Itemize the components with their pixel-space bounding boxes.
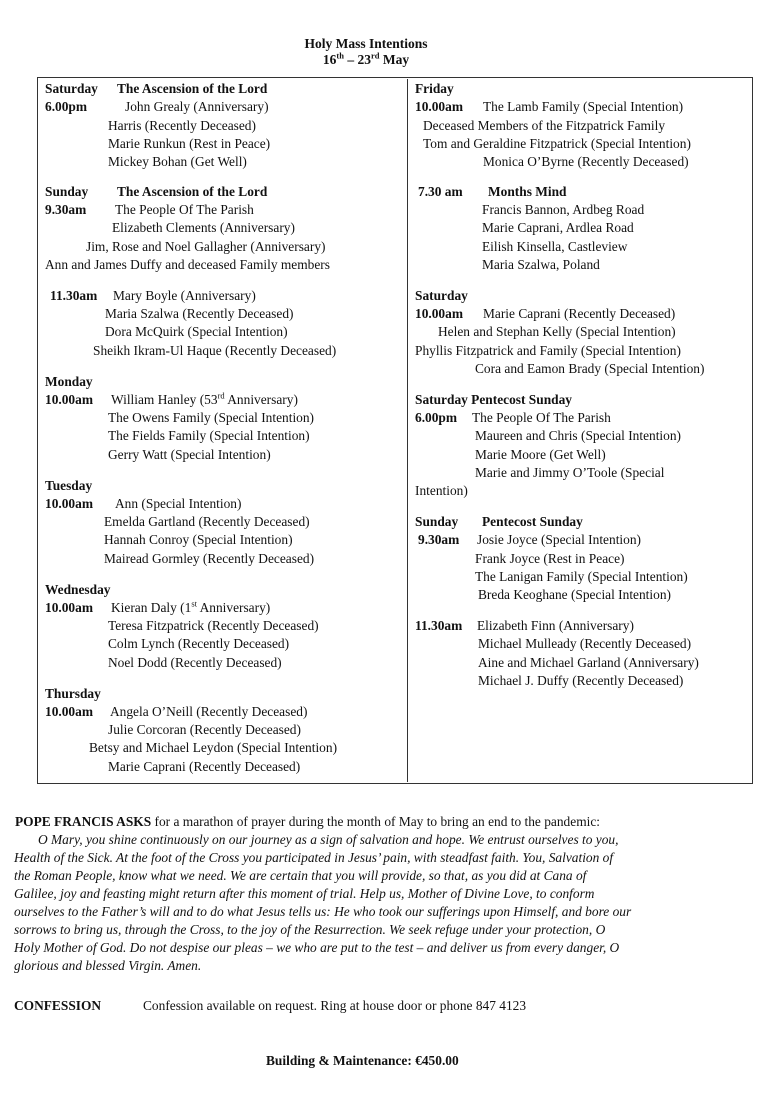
intention: Breda Keoghane (Special Intention) xyxy=(478,587,671,602)
intention: Cora and Eamon Brady (Special Intention) xyxy=(475,361,705,376)
pope-francis-intro xyxy=(15,813,600,831)
day-heading: Sunday xyxy=(415,514,459,529)
day-heading: Saturday xyxy=(45,81,98,96)
mass-time: 9.30am xyxy=(418,532,460,547)
intention: Mary Boyle (Anniversary) xyxy=(113,288,256,303)
prayer-line: ourselves to the Father’s will and to do what Jesus tells us: He who took our sufferings upon Himself, and bore our xyxy=(14,904,632,919)
feast-heading: Pentecost Sunday xyxy=(482,514,583,529)
intention: Marie Caprani (Recently Deceased) xyxy=(108,759,301,774)
intention: Kieran Daly (1st Anniversary) xyxy=(111,598,271,615)
day-heading: Thursday xyxy=(45,686,101,701)
intention: Gerry Watt (Special Intention) xyxy=(108,447,271,462)
section-heading: Months Mind xyxy=(488,184,567,199)
intention: The Fields Family (Special Intention) xyxy=(108,428,310,443)
mass-time: 10.00am xyxy=(45,496,93,511)
intention: Elizabeth Finn (Anniversary) xyxy=(477,618,634,633)
prayer-line: sorrows to bring us, through the Cross, to the joy of the Resurrection. We seek refuge under your protection, O xyxy=(14,922,606,937)
intention: Emelda Gartland (Recently Deceased) xyxy=(104,514,310,529)
prayer-text xyxy=(14,831,734,975)
intention: Michael Mulleady (Recently Deceased) xyxy=(478,636,692,651)
intention: Angela O’Neill (Recently Deceased) xyxy=(110,704,308,719)
intention: Josie Joyce (Special Intention) xyxy=(477,532,641,547)
intention: Intention) xyxy=(415,483,468,498)
intention: Jim, Rose and Noel Gallagher (Anniversary) xyxy=(86,239,326,254)
day-heading: Tuesday xyxy=(45,478,93,493)
intention: Michael J. Duffy (Recently Deceased) xyxy=(478,673,684,688)
intention: Deceased Members of the Fitzpatrick Family xyxy=(423,118,666,133)
intention: Marie Caprani (Recently Deceased) xyxy=(483,306,676,321)
mass-time: 10.00am xyxy=(45,392,93,407)
intention: John Grealy (Anniversary) xyxy=(125,99,269,114)
confession-label: CONFESSION xyxy=(14,998,102,1013)
mass-time: 7.30 am xyxy=(418,184,463,199)
intention: Julie Corcoran (Recently Deceased) xyxy=(108,722,301,737)
column-divider xyxy=(407,79,408,782)
day-heading: Wednesday xyxy=(45,582,111,597)
intention: Helen and Stephan Kelly (Special Intention) xyxy=(438,324,676,339)
intention: Marie and Jimmy O’Toole (Special xyxy=(475,465,665,480)
day-heading: Saturday xyxy=(415,288,468,303)
date-range: 16th – 23rd May xyxy=(322,50,410,67)
intention: Betsy and Michael Leydon (Special Intention) xyxy=(89,740,338,755)
intention: The People Of The Parish xyxy=(115,202,254,217)
intention: Marie Caprani, Ardlea Road xyxy=(482,220,634,235)
mass-time: 10.00am xyxy=(415,99,463,114)
prayer-line: O Mary, you shine continuously on our journey as a sign of salvation and hope. We entrust ourselves to you, xyxy=(38,832,619,847)
mass-time: 6.00pm xyxy=(415,410,458,425)
mass-time: 11.30am xyxy=(50,288,98,303)
prayer-line: Health of the Sick. At the foot of the Cross you participated in Jesus’ pain, with steadfast faith. You, Salvation of xyxy=(14,850,614,865)
intention: Maria Szalwa, Poland xyxy=(482,257,600,272)
intention: Sheikh Ikram-Ul Haque (Recently Deceased) xyxy=(93,343,337,358)
intention: Monica O’Byrne (Recently Deceased) xyxy=(483,154,689,169)
intention: Eilish Kinsella, Castleview xyxy=(482,239,628,254)
intention: Colm Lynch (Recently Deceased) xyxy=(108,636,290,651)
mass-time: 10.00am xyxy=(415,306,463,321)
intention: Frank Joyce (Rest in Peace) xyxy=(475,551,625,566)
day-heading: Sunday xyxy=(45,184,89,199)
intention: Maria Szalwa (Recently Deceased) xyxy=(105,306,294,321)
intention: Marie Runkun (Rest in Peace) xyxy=(108,136,271,151)
intention: The People Of The Parish xyxy=(472,410,611,425)
prayer-line: Holy Mother of God. Do not despise our pleas – we who are put to the test – and deliver us from every danger, O xyxy=(14,940,620,955)
intention: Hannah Conroy (Special Intention) xyxy=(104,532,293,547)
day-heading: Friday xyxy=(415,81,454,96)
mass-time: 6.00pm xyxy=(45,99,88,114)
page-title: Holy Mass Intentions xyxy=(304,36,428,51)
feast-heading: The Ascension of the Lord xyxy=(117,184,268,199)
prayer-line: glorious and blessed Virgin. Amen. xyxy=(14,958,202,973)
intention: Elizabeth Clements (Anniversary) xyxy=(112,220,295,235)
prayer-line: the Roman People, know what we need. We are certain that you will provide, so that, as you did at Cana of xyxy=(14,868,587,883)
intention: Aine and Michael Garland (Anniversary) xyxy=(478,655,699,670)
intention: Mairead Gormley (Recently Deceased) xyxy=(104,551,315,566)
intention: Teresa Fitzpatrick (Recently Deceased) xyxy=(108,618,319,633)
intention: Ann and James Duffy and deceased Family members xyxy=(45,257,330,272)
intention: Maureen and Chris (Special Intention) xyxy=(475,428,682,443)
pope-heading: POPE FRANCIS ASKS xyxy=(15,814,152,829)
intention: Noel Dodd (Recently Deceased) xyxy=(108,655,282,670)
prayer-line: Galilee, joy and feasting might return after this moment of trial. Help us, Mother of Divine Love, to conform xyxy=(14,886,595,901)
intention: Tom and Geraldine Fitzpatrick (Special Intention) xyxy=(423,136,691,151)
intention: Francis Bannon, Ardbeg Road xyxy=(482,202,645,217)
intention: Marie Moore (Get Well) xyxy=(475,447,606,462)
intention: Dora McQuirk (Special Intention) xyxy=(105,324,288,339)
intention: The Lamb Family (Special Intention) xyxy=(483,99,684,114)
confession-text: Confession available on request. Ring at house door or phone 847 4123 xyxy=(143,998,527,1013)
day-heading: Monday xyxy=(45,374,93,389)
building-maintenance: Building & Maintenance: €450.00 xyxy=(266,1053,459,1068)
mass-time: 9.30am xyxy=(45,202,87,217)
intention: Mickey Bohan (Get Well) xyxy=(108,154,247,169)
mass-time: 11.30am xyxy=(415,618,463,633)
mass-time: 10.00am xyxy=(45,704,93,719)
day-heading: Saturday Pentecost Sunday xyxy=(415,392,572,407)
intention: William Hanley (53rd Anniversary) xyxy=(111,390,298,407)
pope-intro-text: for a marathon of prayer during the month of May to bring an end to the pandemic: xyxy=(151,814,600,829)
intention: Ann (Special Intention) xyxy=(115,496,242,511)
intention: The Lanigan Family (Special Intention) xyxy=(475,569,688,584)
intention: Harris (Recently Deceased) xyxy=(108,118,256,133)
intention: Phyllis Fitzpatrick and Family (Special Intention) xyxy=(415,343,681,358)
mass-time: 10.00am xyxy=(45,600,93,615)
feast-heading: The Ascension of the Lord xyxy=(117,81,268,96)
intention: The Owens Family (Special Intention) xyxy=(108,410,315,425)
